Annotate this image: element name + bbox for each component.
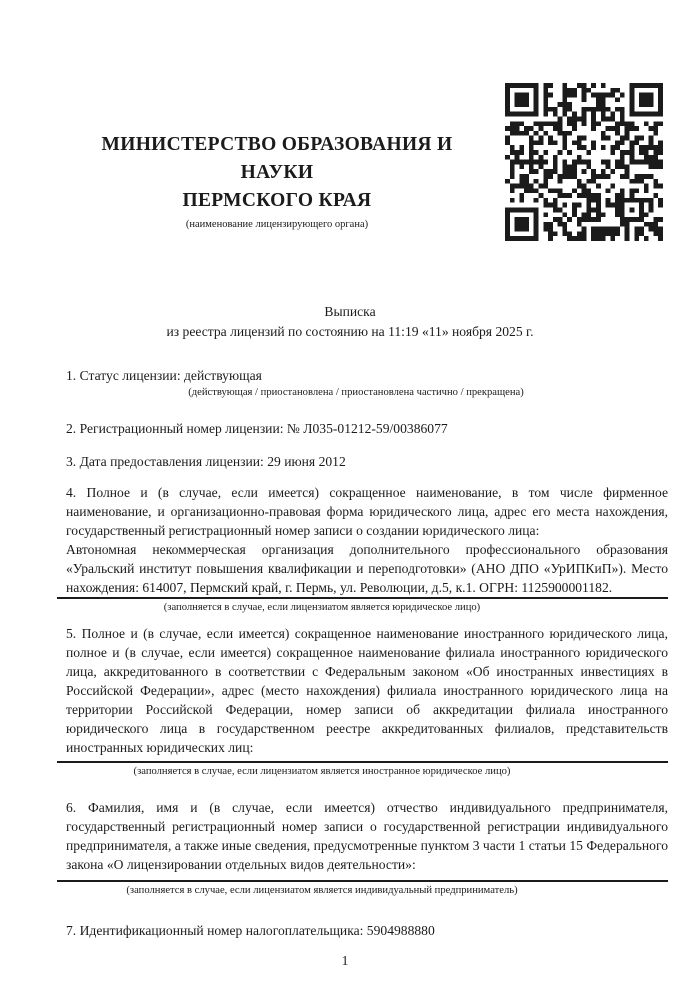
legal-entity-fill-note: (заполняется в случае, если лицензиатом является юридическое лицо) [163,602,481,613]
authority-form-caption: (наименование лицензирующего органа) [185,219,369,230]
document-title-line2: из реестра лицензий по состоянию на 11:19 «11» ноября 2025 г. [166,324,534,339]
document-title-line1: Выписка [324,304,376,319]
item-foreign-entity-label: 5. Полное и (в случае, если имеется) сокращенное наименование иностранного юридического лица, полное и (в случае, если имеется) сокращенное наименование филиала иностранного юридического лица, аккредитованного в соответствии с Федеральным законом «Об иностранных инвестициях в Российской Федерации», адрес (место нахождения) филиала иностранного юридического лица на территории Российской Федерации, номер записи об аккредитации филиала иностранного юридического лица в государственном реестре аккредитованных филиалов, представительств иностранных юридических лиц: [66,626,668,755]
item-grant-date: 3. Дата предоставления лицензии: 29 июня 2012 [66,454,346,469]
item-entrepreneur-label: 6. Фамилия, имя и (в случае, если имеется) отчество индивидуального предпринимателя, государственный регистрационный номер записи о государственной регистрации индивидуального предпринимателя, а также иные сведения, предусмотренные пунктом 3 части 1 статьи 15 Федерального закона «О лицензировании отдельных видов деятельности»: [66,800,668,872]
foreign-entity-fill-note: (заполняется в случае, если лицензиатом является иностранное юридическое лицо) [133,766,511,777]
item-registration-number: 2. Регистрационный номер лицензии: № Л035-01212-59/00386077 [66,421,448,436]
fill-line-foreign-entity [57,761,668,763]
page-number: 1 [341,953,349,968]
ministry-name-line2: ПЕРМСКОГО КРАЯ [182,190,372,211]
entrepreneur-fill-note: (заполняется в случае, если лицензиатом является индивидуальный предприниматель) [126,885,518,896]
legal-entity-value: Автономная некоммерческая организация дополнительного профессионального образования «Уральский институт повышения квалификации и переподготовки» (АНО ДПО «УрИПКиП»). Место нахождения: 614007, Пермский край, г. Пермь, ул. Революции, д.5, к.1. ОГРН: 1125900001182. [66,542,668,595]
document-title [0,302,700,342]
document-body [0,366,700,970]
status-options-note: (действующая / приостановлена / приостановлена частично / прекращена) [188,387,524,398]
item-legal-entity-label: 4. Полное и (в случае, если имеется) сокращенное наименование, в том числе фирменное наименование, и организационно-правовая форма юридического лица, адрес его места нахождения, государственный регистрационный номер записи о создании юридического лица: [66,485,668,538]
fill-line-entrepreneur [57,880,668,882]
item-license-status: 1. Статус лицензии: действующая [66,368,262,383]
qr-code [505,83,663,241]
ministry-name-line1: МИНИСТЕРСТВО ОБРАЗОВАНИЯ И НАУКИ [101,134,453,183]
fill-line-legal-entity [57,597,668,599]
licensing-authority-header [66,131,488,232]
item-taxpayer-number: 7. Идентификационный номер налогоплательщика: 5904988880 [66,923,435,938]
